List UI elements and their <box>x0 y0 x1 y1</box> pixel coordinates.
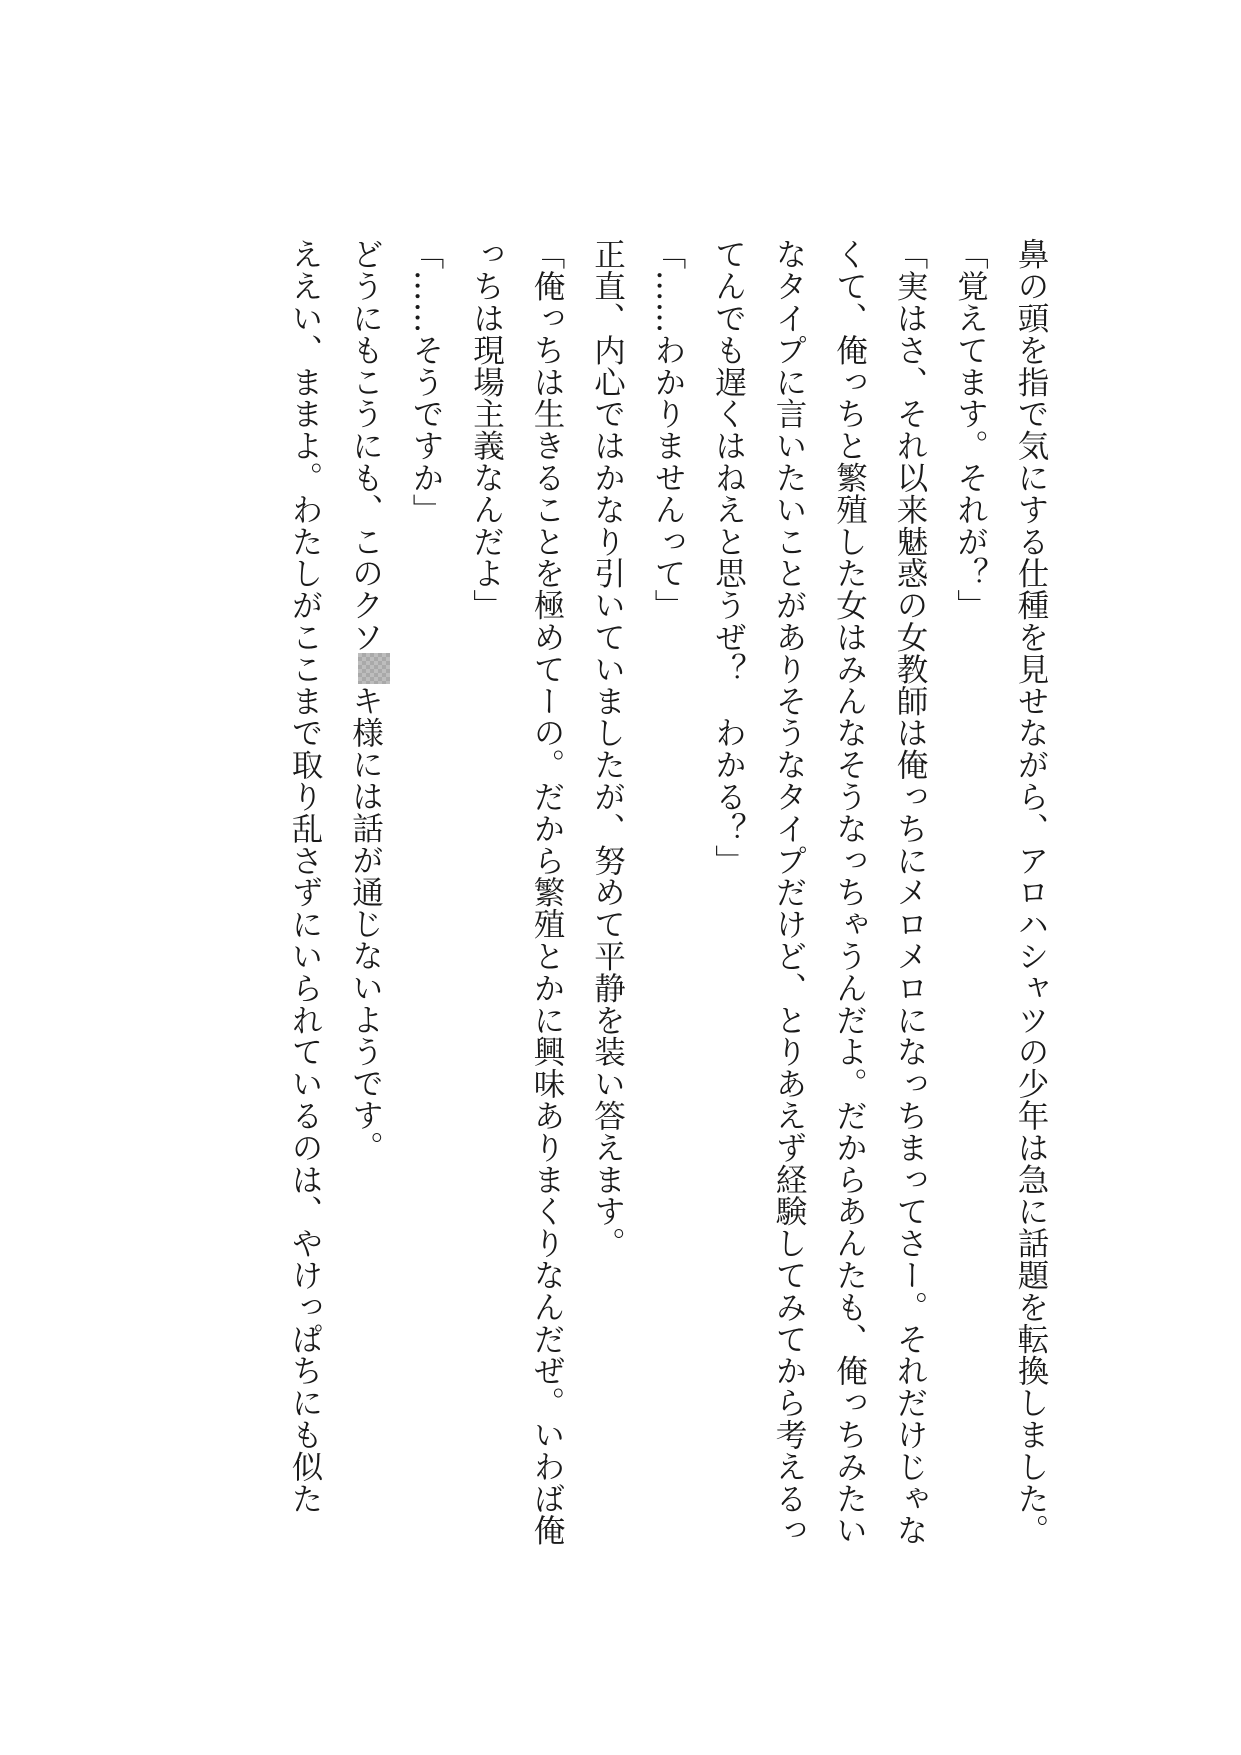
text-line-3: 「実はさ、それ以来魅惑の女教師は俺っちにメロメロになっちまってさー。それだけじゃな <box>892 238 928 1546</box>
text-line-10: っちは現場主義なんだよ」 <box>468 238 505 621</box>
text-line-2: 「覚えてます。それが？」 <box>952 238 989 621</box>
text-line-12 <box>335 238 396 1618</box>
text-line-9: 「俺っちは生きることを極めてーの。だから繁殖とかに興味ありまくりなんだぜ。いわば俺 <box>529 238 565 1546</box>
text-line-7: 「……わかりませんって」 <box>650 238 686 621</box>
text-line-6: てんでも遅くはねえと思うぜ？ わかる？」 <box>710 238 747 876</box>
text-line-13: ええい、ままよ。わたしがここまで取り乱さずにいられているのは、やけっぱちにも似た <box>287 238 323 1514</box>
vertical-text-body <box>275 238 1062 1618</box>
text-line-8: 正直、内心ではかなり引いていましたが、努めて平静を装い答えます。 <box>589 238 626 1259</box>
text-line-12-before: どうにもこうにも、このクソ <box>347 238 384 653</box>
text-line-12-after: キ様には話が通じないようです。 <box>347 684 384 1163</box>
text-line-1: 鼻の頭を指で気にする仕種を見せながら、アロハシャツの少年は急に話題を転換しました。 <box>1013 238 1049 1546</box>
mosaic-censor-block <box>358 653 390 685</box>
text-line-4: くて、俺っちと繁殖した女はみんなそうなっちゃうんだよ。だからあんたも、俺っちみたい <box>831 238 868 1546</box>
text-line-11: 「……そうですか」 <box>408 238 444 526</box>
text-line-5: なタイプに言いたいことがありそうなタイプだけど、とりあえず経験してみてから考えるっ <box>771 238 807 1546</box>
